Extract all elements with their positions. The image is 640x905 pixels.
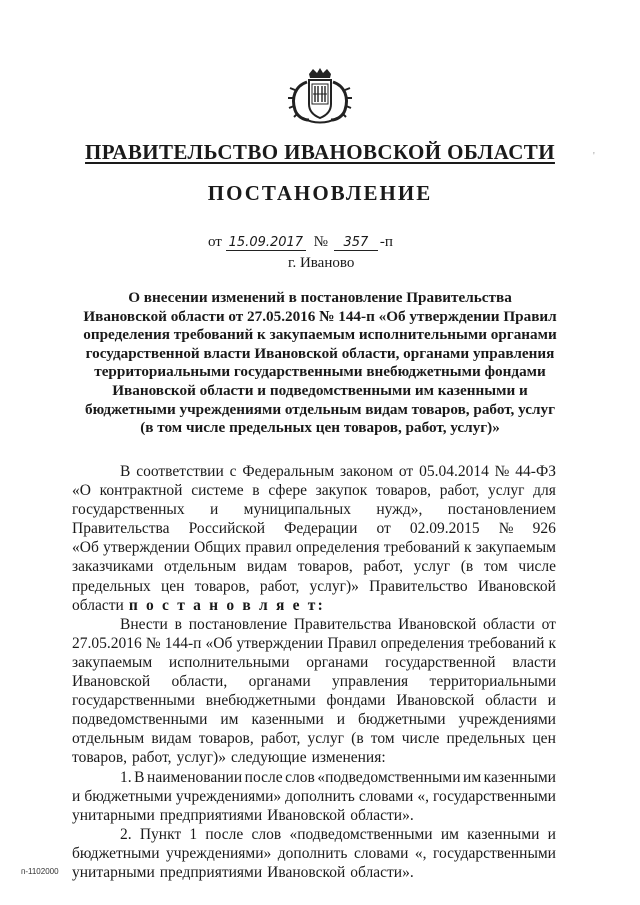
body-line: 2. Пункт 1 после слов «подведомственными им казенными и xyxy=(120,825,556,843)
number-label: № xyxy=(313,234,328,250)
government-title: ПРАВИТЕЛЬСТВО ИВАНОВСКОЙ ОБЛАСТИ xyxy=(85,140,555,164)
handwritten-date: 15.09.2017 xyxy=(226,235,306,251)
title-line: территориальными государственными внебюджетными фондами xyxy=(94,363,546,381)
body-line: 1. В наименовании после слов «подведомственными им казенными xyxy=(120,768,556,786)
resolution-body xyxy=(72,462,556,882)
body-line: области п о с т а н о в л я е т: xyxy=(72,596,325,614)
body-line: бюджетными учреждениями» дополнить словами «, государственными xyxy=(72,844,556,862)
footer-code: п-1102000 xyxy=(21,867,59,876)
body-line: государственными внебюджетными фондами Ивановской области и xyxy=(72,692,556,710)
coat-of-arms-icon xyxy=(287,68,353,124)
body-line: унитарными предприятиями Ивановской области». xyxy=(72,806,414,824)
title-line: бюджетными учреждениями отдельным видам товаров, работ, услуг xyxy=(84,400,555,418)
resolution-title xyxy=(70,289,570,438)
title-line: Ивановской области и подведомственными им казенными и xyxy=(112,381,528,399)
body-line: государственных и муниципальных нужд», постановлением xyxy=(72,501,556,519)
margin-mark: ' xyxy=(593,151,595,162)
handwritten-number: 357 xyxy=(334,235,378,251)
body-line: «О контрактной системе в сфере закупок товаров, работ, услуг для xyxy=(72,482,556,500)
title-line: государственной власти Ивановской области, органами управления xyxy=(85,344,555,362)
body-line: Ивановской области, органами управления территориальными xyxy=(72,673,556,691)
body-line: заказчиками отдельным видам товаров, работ, услуг (в том числе xyxy=(72,558,556,576)
body-line: Внести в постановление Правительства Ивановской области от xyxy=(120,615,556,633)
title-line: Ивановской области от 27.05.2016 № 144-п «Об утверждении Правил xyxy=(83,307,557,325)
body-line: В соответствии с Федеральным законом от 05.04.2014 № 44-ФЗ xyxy=(120,463,556,480)
date-prefix: от xyxy=(208,234,222,250)
title-line: (в том числе предельных цен товаров, работ, услуг)» xyxy=(140,419,500,437)
date-number-line xyxy=(208,234,393,251)
body-line: подведомственными им казенными и бюджетными учреждениями xyxy=(72,711,556,729)
body-line: предельных цен товаров, работ, услуг)» Правительство Ивановской xyxy=(72,577,556,595)
resolves-keyword: п о с т а н о в л я е т: xyxy=(128,596,325,614)
body-line: Правительства Российской Федерации от 02.09.2015 № 926 xyxy=(72,520,556,538)
body-line: унитарными предприятиями Ивановской области». xyxy=(72,863,414,881)
body-line: и бюджетными учреждениями» дополнить словами «, государственными xyxy=(72,787,556,805)
title-line: определения требований к закупаемым исполнительными органами xyxy=(83,326,557,344)
title-line: О внесении изменений в постановление Правительства xyxy=(128,289,512,306)
number-suffix: -п xyxy=(379,234,393,250)
city-line: г. Иваново xyxy=(288,255,355,271)
body-line: закупаемым исполнительными органами государственной власти xyxy=(72,653,556,671)
body-line: товаров, работ, услуг)» следующие изменения: xyxy=(72,749,386,767)
body-line: отдельным видам товаров, работ, услуг (в том числе предельных цен xyxy=(72,730,556,748)
body-line: «Об утверждении Общих правил определения требований к закупаемым xyxy=(72,539,556,557)
body-line: 27.05.2016 № 144-п «Об утверждении Правил определения требований к xyxy=(72,634,556,652)
document-type-title: ПОСТАНОВЛЕНИЕ xyxy=(207,181,433,205)
